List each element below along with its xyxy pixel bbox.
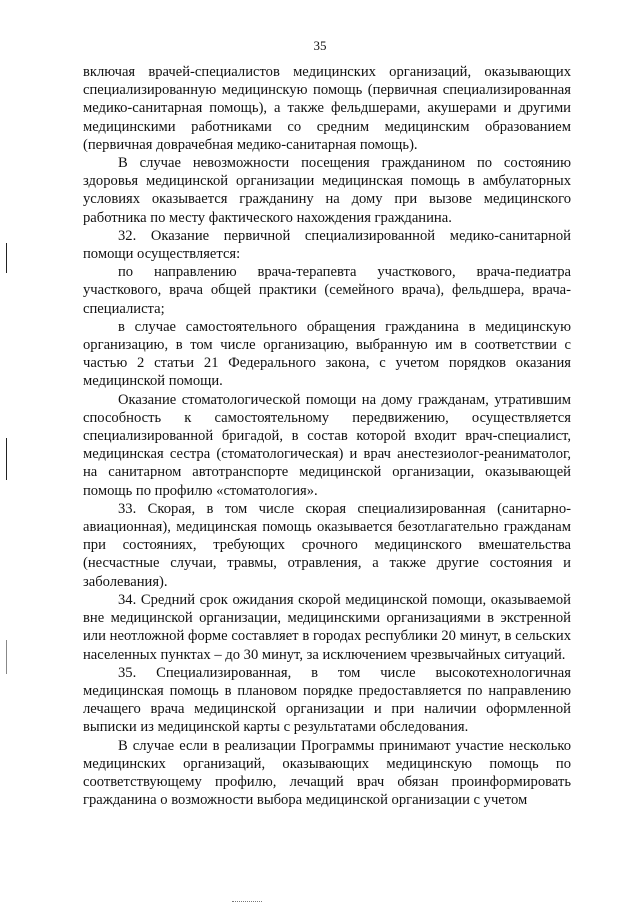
- paragraph-9: 35. Специализированная, в том числе высокотехнологичная медицинская помощь в плановом порядке предоставляется по направлению лечащего врача медицинской организации и при наличии оформленной выписки из медицинской карты с результатами обследования.: [83, 664, 571, 736]
- paragraph-4: по направлению врача-терапевта участкового, врача-педиатра участкового, врача общей практики (семейного врача), фельдшера, врача-специалиста;: [83, 264, 571, 317]
- paragraph-10: В случае если в реализации Программы принимают участие несколько медицинских организаций, оказывающих медицинскую помощь по соответствующему профилю, лечащий врач обязан проинформировать гражданина о возможности выбора медицинской организации с учетом: [83, 737, 571, 809]
- paragraph-2: В случае невозможности посещения гражданином по состоянию здоровья медицинской организации медицинская помощь в амбулаторных условиях оказывается гражданину на дому при вызове медицинского работника по месту фактического нахождения гражданина.: [83, 155, 571, 226]
- paragraph-5: в случае самостоятельного обращения гражданина в медицинскую организацию, в том числе организацию, выбранную им в соответствии с частью 2 статьи 21 Федерального закона, с учетом порядков оказания медицинской помощи.: [83, 318, 571, 390]
- paragraph-7: 33. Скорая, в том числе скорая специализированная (санитарно-авиационная), медицинская помощь оказывается безотлагательно гражданам при состояниях, требующих срочного медицинского вмешательства (несчастные случаи, травмы, отравления, а также другие состояния и заболевания).: [83, 500, 571, 590]
- bottom-scan-mark: [232, 901, 262, 905]
- paragraph-6: Оказание стоматологической помощи на дому гражданам, утратившим способность к самостоятельному передвижению, осуществляется специализированной бригадой, в состав которой входит врач-специалист, медицинская сестра (стоматологическая) и врач анестезиолог-реаниматолог, на санитарном автотранспорте медицинской организации, оказывающей помощь по профилю «стоматология».: [83, 391, 571, 499]
- paragraph-3: 32. Оказание первичной специализированной медико-санитарной помощи осуществляется:: [83, 227, 571, 263]
- page-number: 35: [313, 38, 327, 53]
- margin-mark-1: [6, 243, 7, 273]
- margin-mark-2: [6, 438, 7, 480]
- margin-mark-3: [6, 640, 7, 674]
- document-body: [83, 63, 571, 809]
- paragraph-1: включая врачей-специалистов медицинских организаций, оказывающих специализированную медицинскую помощь (первичная специализированная медико-санитарная помощь), а также фельдшерами, акушерами и другими медицинскими работниками со средним медицинским образованием (первичная доврачебная медико-санитарная помощь).: [83, 64, 571, 153]
- paragraph-8: 34. Средний срок ожидания скорой медицинской помощи, оказываемой вне медицинской организации, медицинскими организациями в экстренной или неотложной форме составляет в городах республики 20 минут, в сельских населенных пунктах – до 30 минут, за исключением чрезвычайных ситуаций.: [83, 591, 571, 663]
